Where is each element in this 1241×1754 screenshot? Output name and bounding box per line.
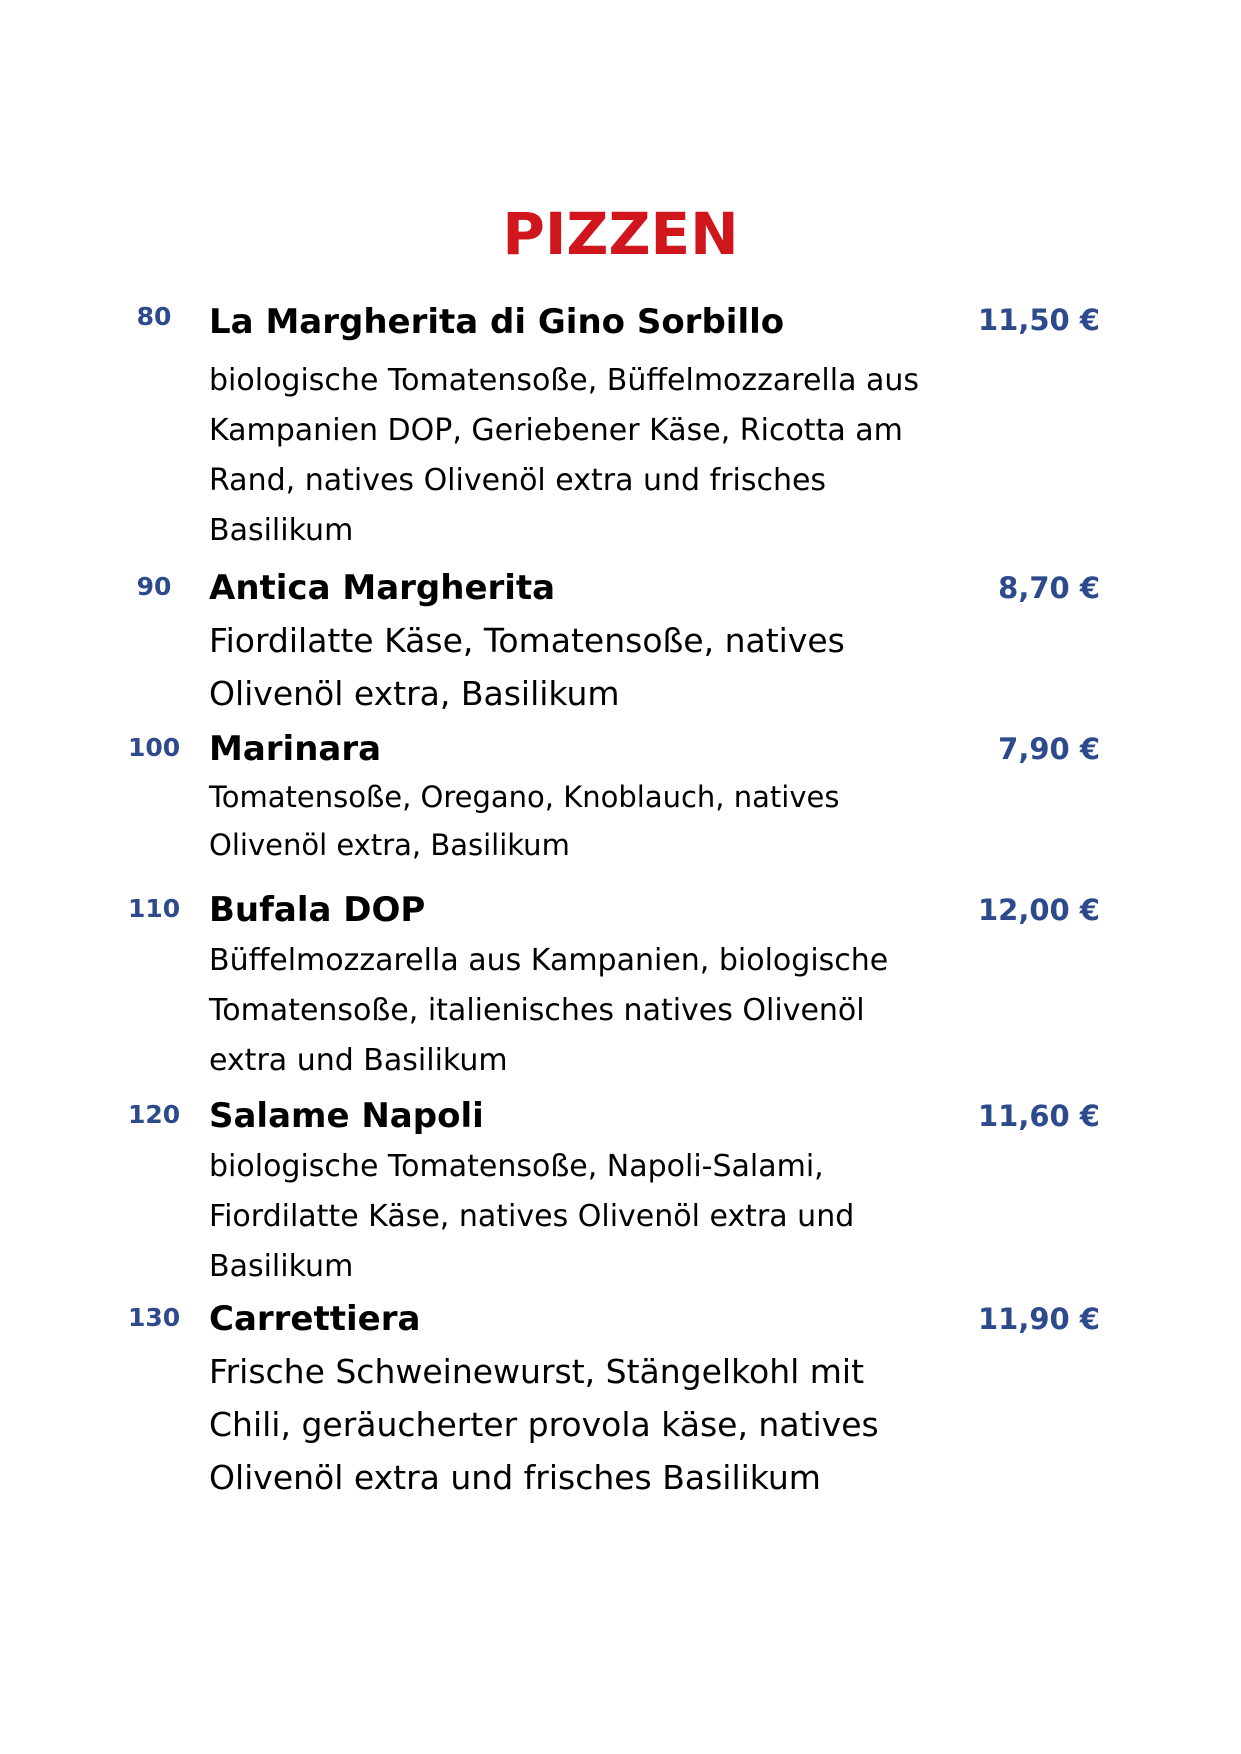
page-title: PIZZEN (502, 199, 739, 268)
item-price: 11,90 € (977, 1302, 1100, 1336)
item-description: biologische Tomatensoße, Napoli-Salami, Fiordilatte Käse, natives Olivenöl extra und Basilikum (209, 1149, 855, 1284)
item-name: Carrettiera (209, 1299, 421, 1339)
item-price: 11,60 € (977, 1099, 1100, 1133)
item-name: La Margherita di Gino Sorbillo (209, 302, 785, 342)
item-description: Frische Schweinewurst, Stängelkohl mit Chili, geräucherter provola käse, natives Olivenöl extra und frisches Basilikum (209, 1352, 879, 1497)
item-description: Büffelmozzarella aus Kampanien, biologische Tomatensoße, italienisches natives Olivenöl extra und Basilikum (209, 943, 889, 1078)
item-description: biologische Tomatensoße, Büffelmozzarella aus Kampanien DOP, Geriebener Käse, Ricotta am Rand, natives Olivenöl extra und frisches Basilikum (209, 363, 920, 548)
item-price: 8,70 € (998, 571, 1100, 605)
item-price: 7,90 € (998, 732, 1100, 766)
item-price: 11,50 € (977, 303, 1100, 337)
item-name: Salame Napoli (209, 1096, 484, 1136)
item-number: 80 (136, 302, 172, 331)
item-description: Fiordilatte Käse, Tomatensoße, natives Olivenöl extra, Basilikum (209, 621, 845, 713)
item-name: Antica Margherita (209, 568, 556, 608)
item-name: Marinara (209, 729, 382, 769)
item-number: 100 (128, 733, 181, 762)
item-number: 110 (128, 894, 181, 923)
item-price: 12,00 € (977, 893, 1100, 927)
item-number: 90 (136, 572, 172, 601)
item-number: 130 (128, 1303, 181, 1332)
item-name: Bufala DOP (209, 890, 426, 930)
item-number: 120 (128, 1100, 181, 1129)
item-description: Tomatensoße, Oregano, Knoblauch, natives Olivenöl extra, Basilikum (209, 780, 840, 862)
